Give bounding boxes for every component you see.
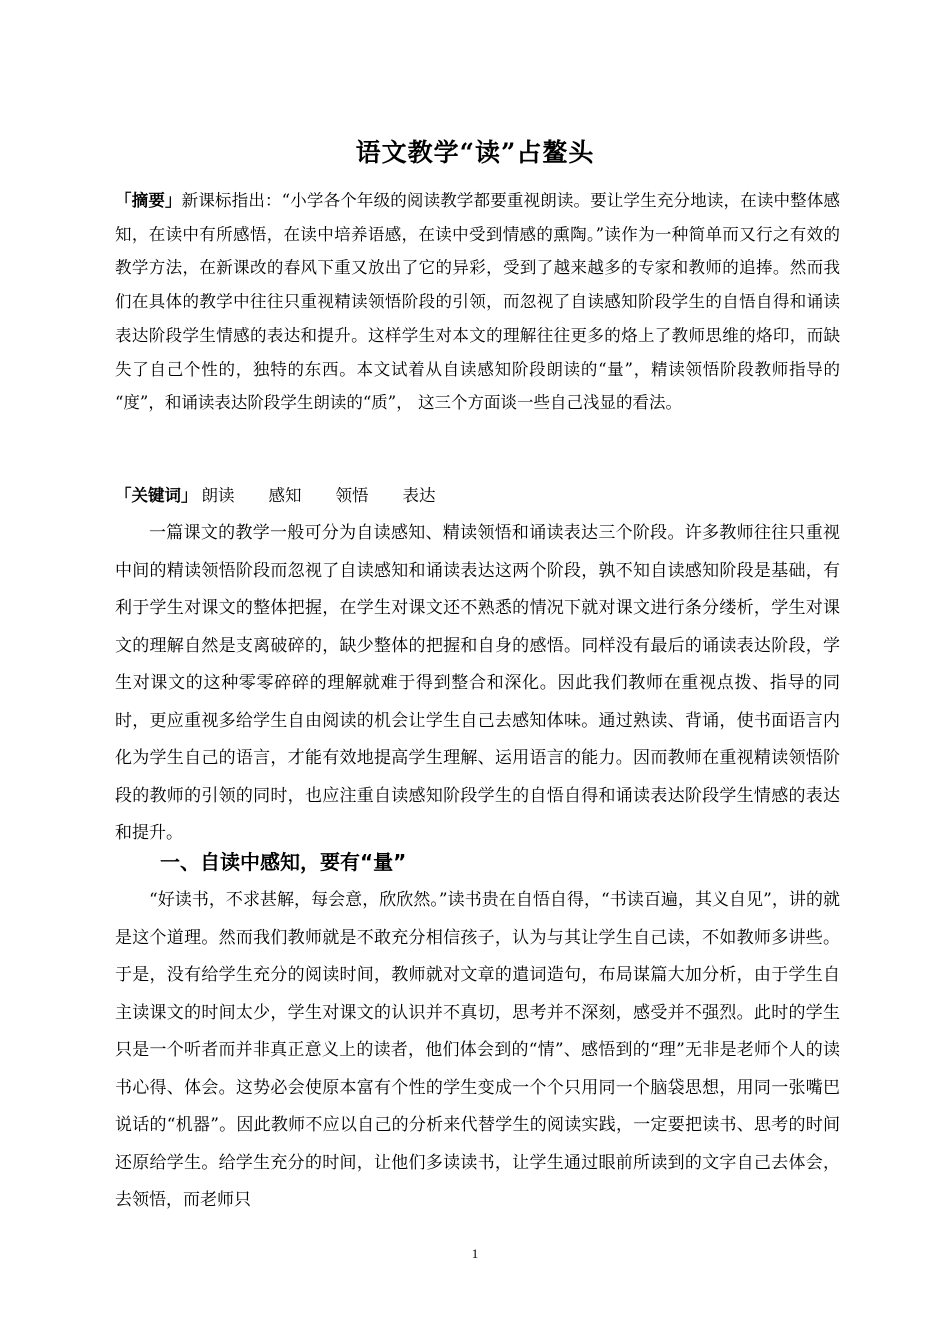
keyword-item: 朗读 [201,486,235,505]
keyword-item: 表达 [402,486,436,505]
keywords-line [115,481,840,511]
abstract-label: 「摘要」 [115,191,182,210]
section-heading-1: 一、自读中感知，要有“量” [160,850,407,874]
page-number: 1 [471,1246,479,1261]
abstract-text: 新课标指出：“小学各个年级的阅读教学都要重视朗读。要让学生充分地读，在读中整体感知，在读中有所感悟，在读中培养语感，在读中受到情感的熏陶。”读作为一种简单而又行之有效的教学方法，在新课改的春风下重又放出了它的异彩，受到了越来越多的专家和教师的追捧。然而我们在具体的教学中往往只重视精读领悟阶段的引领，而忽视了自读感知阶段学生的自悟自得和诵读表达阶段学生情感的表达和提升。这样学生对本文的理解往往更多的烙上了教师思维的烙印，而缺失了自己个性的，独特的东西。本文试着从自读感知阶段朗读的“量”，精读领悟阶段教师指导的 “度”，和诵读表达阶段学生朗读的“质”， 这三个方面谈一些自己浅显的看法。 [115,191,841,413]
abstract-paragraph [115,184,840,420]
keywords-label: 「关键词」 [115,486,198,505]
document-title: 语文教学“读”占鳌头 [355,138,595,167]
keyword-item: 领悟 [335,486,369,505]
body-paragraph-2: “好读书，不求甚解，每会意，欣欣然。”读书贵在自悟自得，“书读百遍，其义自见”，讲的就是这个道理。然而我们教师就是不敢充分相信孩子，认为与其让学生自己读，不如教师多讲些。于是，没有给学生充分的阅读时间，教师就对文章的遣词造句，布局谋篇大加分析，由于学生自主读课文的时间太少，学生对课文的认识并不真切，思考并不深刻，感受并不强烈。此时的学生只是一个听者而并非真正意义上的读者，他们体会到的“情”、感悟到的“理”无非是老师个人的读书心得、体会。这势必会使原本富有个性的学生变成一个个只用同一个脑袋思想，用同一张嘴巴说话的“机器”。因此教师不应以自己的分析来代替学生的阅读实践，一定要把读书、思考的时间还原给学生。给学生充分的时间，让他们多读读书，让学生通过眼前所读到的文字自己去体会，去领悟，而老师只 [115,890,840,1210]
keyword-item: 感知 [268,486,302,505]
body-paragraph-1: 一篇课文的教学一般可分为自读感知、精读领悟和诵读表达三个阶段。许多教师往往只重视中间的精读领悟阶段而忽视了自读感知和诵读表达这两个阶段，孰不知自读感知阶段是基础，有利于学生对课文的整体把握，在学生对课文还不熟悉的情况下就对课文进行条分缕析，学生对课文的理解自然是支离破碎的，缺少整体的把握和自身的感悟。同样没有最后的诵读表达阶段，学生对课文的这种零零碎碎的理解就难于得到整合和深化。因此我们教师在重视点拨、指导的同时，更应重视多给学生自由阅读的机会让学生自己去感知体味。通过熟读、背诵，使书面语言内化为学生自己的语言，才能有效地提高学生理解、运用语言的能力。因而教师在重视精读领悟阶段的教师的引领的同时，也应注重自读感知阶段学生的自悟自得和诵读表达阶段学生情感的表达和提升。 [115,523,840,843]
